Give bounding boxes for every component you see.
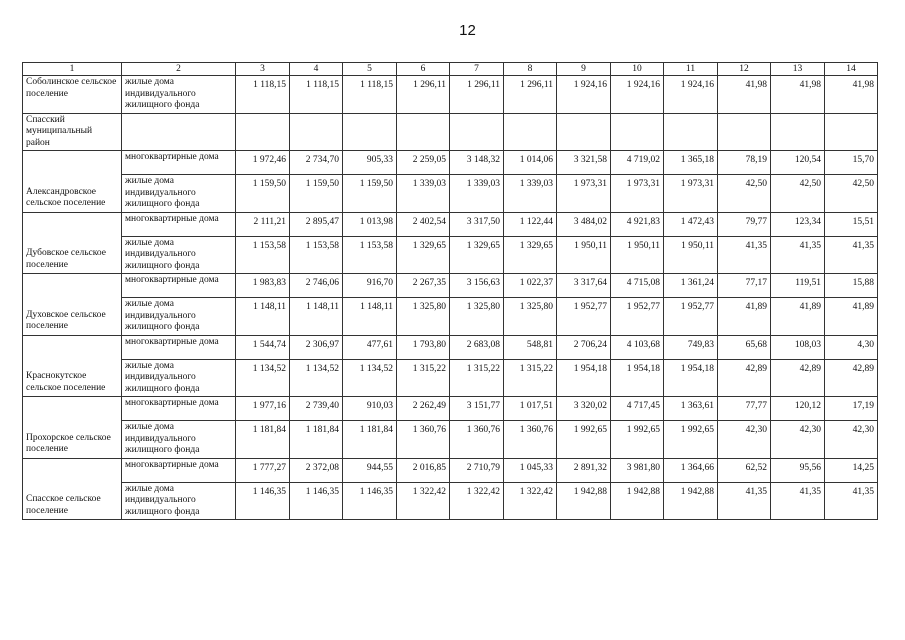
value-cell: 2 402,54 xyxy=(397,212,450,236)
value-cell: 1 329,65 xyxy=(450,236,504,274)
value-cell: 42,89 xyxy=(718,359,771,397)
column-header: 12 xyxy=(718,63,771,76)
value-cell: 41,35 xyxy=(771,236,825,274)
column-header: 6 xyxy=(397,63,450,76)
value-cell xyxy=(557,113,611,151)
table-row xyxy=(23,397,878,421)
value-cell: 1 013,98 xyxy=(343,212,397,236)
value-cell: 4,30 xyxy=(825,335,878,359)
column-header: 7 xyxy=(450,63,504,76)
value-cell: 123,34 xyxy=(771,212,825,236)
housing-type: многоквартирные дома xyxy=(122,335,236,359)
value-cell xyxy=(397,113,450,151)
value-cell: 1 122,44 xyxy=(504,212,557,236)
settlement-name: Спасское сельское поселение xyxy=(23,458,122,520)
table-row xyxy=(23,482,878,520)
column-header: 8 xyxy=(504,63,557,76)
settlement-name: Прохорское сельское поселение xyxy=(23,397,122,459)
value-cell: 3 320,02 xyxy=(557,397,611,421)
value-cell: 1 361,24 xyxy=(664,274,718,298)
value-cell: 1 296,11 xyxy=(504,76,557,114)
column-header: 9 xyxy=(557,63,611,76)
value-cell: 1 148,11 xyxy=(290,298,343,336)
value-cell: 2 016,85 xyxy=(397,458,450,482)
table-row xyxy=(23,212,878,236)
value-cell: 1 992,65 xyxy=(557,421,611,459)
housing-type: многоквартирные дома xyxy=(122,212,236,236)
value-cell: 120,54 xyxy=(771,151,825,175)
housing-type: жилые дома индивидуального жилищного фонда xyxy=(122,298,236,336)
value-cell: 3 484,02 xyxy=(557,212,611,236)
value-cell: 14,25 xyxy=(825,458,878,482)
value-cell: 2 891,32 xyxy=(557,458,611,482)
table-header-row xyxy=(23,63,878,76)
value-cell: 1 954,18 xyxy=(664,359,718,397)
value-cell: 42,89 xyxy=(771,359,825,397)
value-cell: 1 118,15 xyxy=(343,76,397,114)
column-header: 5 xyxy=(343,63,397,76)
value-cell: 41,35 xyxy=(718,236,771,274)
value-cell: 1 181,84 xyxy=(236,421,290,459)
value-cell: 1 777,27 xyxy=(236,458,290,482)
value-cell: 1 329,65 xyxy=(504,236,557,274)
value-cell: 3 981,80 xyxy=(611,458,664,482)
value-cell: 42,50 xyxy=(825,175,878,213)
value-cell: 41,89 xyxy=(771,298,825,336)
value-cell: 108,03 xyxy=(771,335,825,359)
value-cell xyxy=(343,113,397,151)
value-cell: 1 315,22 xyxy=(450,359,504,397)
value-cell: 1 952,77 xyxy=(611,298,664,336)
value-cell: 119,51 xyxy=(771,274,825,298)
housing-type xyxy=(122,113,236,151)
column-header: 4 xyxy=(290,63,343,76)
value-cell: 1 950,11 xyxy=(611,236,664,274)
value-cell: 95,56 xyxy=(771,458,825,482)
value-cell: 1 134,52 xyxy=(236,359,290,397)
housing-type: многоквартирные дома xyxy=(122,397,236,421)
value-cell: 1 339,03 xyxy=(397,175,450,213)
value-cell: 1 017,51 xyxy=(504,397,557,421)
value-cell: 1 992,65 xyxy=(611,421,664,459)
value-cell: 1 153,58 xyxy=(343,236,397,274)
value-cell: 1 325,80 xyxy=(504,298,557,336)
value-cell: 1 992,65 xyxy=(664,421,718,459)
value-cell: 1 924,16 xyxy=(664,76,718,114)
housing-type: жилые дома индивидуального жилищного фонда xyxy=(122,236,236,274)
value-cell: 1 322,42 xyxy=(450,482,504,520)
value-cell: 1 134,52 xyxy=(343,359,397,397)
value-cell: 2 306,97 xyxy=(290,335,343,359)
column-header: 14 xyxy=(825,63,878,76)
value-cell: 1 014,06 xyxy=(504,151,557,175)
value-cell xyxy=(290,113,343,151)
value-cell: 2 895,47 xyxy=(290,212,343,236)
value-cell: 41,98 xyxy=(825,76,878,114)
value-cell: 41,35 xyxy=(771,482,825,520)
value-cell: 41,35 xyxy=(825,236,878,274)
value-cell xyxy=(611,113,664,151)
housing-type: жилые дома индивидуального жилищного фонда xyxy=(122,76,236,114)
value-cell: 1 022,37 xyxy=(504,274,557,298)
value-cell: 4 715,08 xyxy=(611,274,664,298)
value-cell: 41,89 xyxy=(718,298,771,336)
value-cell: 1 924,16 xyxy=(611,76,664,114)
value-cell: 1 159,50 xyxy=(343,175,397,213)
value-cell: 1 339,03 xyxy=(504,175,557,213)
value-cell: 1 322,42 xyxy=(397,482,450,520)
value-cell: 1 153,58 xyxy=(290,236,343,274)
value-cell: 3 148,32 xyxy=(450,151,504,175)
settlement-name: Духовское сельское поселение xyxy=(23,274,122,336)
value-cell: 1 360,76 xyxy=(450,421,504,459)
value-cell: 1 315,22 xyxy=(397,359,450,397)
table-row xyxy=(23,151,878,175)
value-cell: 1 972,46 xyxy=(236,151,290,175)
value-cell xyxy=(825,113,878,151)
settlement-name: Спасский муниципальный район xyxy=(23,113,122,151)
table-row xyxy=(23,76,878,114)
table-row xyxy=(23,421,878,459)
value-cell: 1 134,52 xyxy=(290,359,343,397)
value-cell: 1 146,35 xyxy=(290,482,343,520)
value-cell: 41,98 xyxy=(718,76,771,114)
value-cell: 1 472,43 xyxy=(664,212,718,236)
value-cell: 1 954,18 xyxy=(557,359,611,397)
table-row xyxy=(23,274,878,298)
value-cell: 1 950,11 xyxy=(557,236,611,274)
value-cell: 3 317,50 xyxy=(450,212,504,236)
housing-type: жилые дома индивидуального жилищного фонда xyxy=(122,421,236,459)
table-row xyxy=(23,298,878,336)
value-cell: 41,35 xyxy=(825,482,878,520)
value-cell: 1 950,11 xyxy=(664,236,718,274)
tariff-table xyxy=(22,62,878,520)
value-cell: 1 983,83 xyxy=(236,274,290,298)
value-cell xyxy=(450,113,504,151)
column-header: 10 xyxy=(611,63,664,76)
value-cell: 1 153,58 xyxy=(236,236,290,274)
value-cell: 1 045,33 xyxy=(504,458,557,482)
value-cell: 1 360,76 xyxy=(397,421,450,459)
value-cell: 78,19 xyxy=(718,151,771,175)
housing-type: многоквартирные дома xyxy=(122,151,236,175)
value-cell: 910,03 xyxy=(343,397,397,421)
column-header: 2 xyxy=(122,63,236,76)
value-cell: 42,30 xyxy=(771,421,825,459)
value-cell: 1 118,15 xyxy=(290,76,343,114)
value-cell: 41,35 xyxy=(718,482,771,520)
value-cell: 1 973,31 xyxy=(664,175,718,213)
table-row xyxy=(23,335,878,359)
housing-type: многоквартирные дома xyxy=(122,274,236,298)
value-cell: 15,51 xyxy=(825,212,878,236)
value-cell: 1 793,80 xyxy=(397,335,450,359)
value-cell: 1 296,11 xyxy=(450,76,504,114)
value-cell: 1 159,50 xyxy=(290,175,343,213)
value-cell: 42,30 xyxy=(718,421,771,459)
value-cell: 1 924,16 xyxy=(557,76,611,114)
value-cell: 1 363,61 xyxy=(664,397,718,421)
value-cell: 4 921,83 xyxy=(611,212,664,236)
value-cell: 1 973,31 xyxy=(611,175,664,213)
table-row xyxy=(23,113,878,151)
value-cell: 3 156,63 xyxy=(450,274,504,298)
value-cell: 2 746,06 xyxy=(290,274,343,298)
value-cell: 2 706,24 xyxy=(557,335,611,359)
value-cell: 1 977,16 xyxy=(236,397,290,421)
value-cell: 2 739,40 xyxy=(290,397,343,421)
value-cell: 2 262,49 xyxy=(397,397,450,421)
value-cell: 1 973,31 xyxy=(557,175,611,213)
value-cell: 2 267,35 xyxy=(397,274,450,298)
value-cell: 1 942,88 xyxy=(557,482,611,520)
value-cell: 1 339,03 xyxy=(450,175,504,213)
value-cell: 1 954,18 xyxy=(611,359,664,397)
value-cell: 1 952,77 xyxy=(664,298,718,336)
value-cell: 77,17 xyxy=(718,274,771,298)
value-cell: 2 734,70 xyxy=(290,151,343,175)
value-cell: 1 364,66 xyxy=(664,458,718,482)
table-row xyxy=(23,359,878,397)
value-cell: 1 325,80 xyxy=(450,298,504,336)
value-cell: 2 372,08 xyxy=(290,458,343,482)
settlement-name: Краснокутское сельское поселение xyxy=(23,335,122,397)
value-cell: 1 315,22 xyxy=(504,359,557,397)
value-cell: 4 103,68 xyxy=(611,335,664,359)
value-cell: 944,55 xyxy=(343,458,397,482)
value-cell xyxy=(504,113,557,151)
value-cell: 548,81 xyxy=(504,335,557,359)
value-cell: 1 148,11 xyxy=(343,298,397,336)
value-cell: 1 365,18 xyxy=(664,151,718,175)
settlement-name: Александровское сельское поселение xyxy=(23,151,122,213)
value-cell: 1 329,65 xyxy=(397,236,450,274)
value-cell: 1 146,35 xyxy=(236,482,290,520)
value-cell: 15,88 xyxy=(825,274,878,298)
value-cell: 65,68 xyxy=(718,335,771,359)
value-cell: 41,89 xyxy=(825,298,878,336)
column-header: 11 xyxy=(664,63,718,76)
housing-type: жилые дома индивидуального жилищного фонда xyxy=(122,175,236,213)
value-cell: 749,83 xyxy=(664,335,718,359)
settlement-name: Дубовское сельское поселение xyxy=(23,212,122,274)
value-cell: 77,77 xyxy=(718,397,771,421)
housing-type: жилые дома индивидуального жилищного фонда xyxy=(122,482,236,520)
column-header: 3 xyxy=(236,63,290,76)
housing-type: многоквартирные дома xyxy=(122,458,236,482)
column-header: 1 xyxy=(23,63,122,76)
value-cell: 17,19 xyxy=(825,397,878,421)
value-cell: 4 717,45 xyxy=(611,397,664,421)
value-cell: 2 710,79 xyxy=(450,458,504,482)
value-cell: 2 259,05 xyxy=(397,151,450,175)
table-row xyxy=(23,458,878,482)
value-cell: 905,33 xyxy=(343,151,397,175)
value-cell: 1 544,74 xyxy=(236,335,290,359)
housing-type: жилые дома индивидуального жилищного фонда xyxy=(122,359,236,397)
settlement-name: Соболинское сельское поселение xyxy=(23,76,122,114)
value-cell: 3 151,77 xyxy=(450,397,504,421)
value-cell: 1 148,11 xyxy=(236,298,290,336)
value-cell: 1 296,11 xyxy=(397,76,450,114)
value-cell: 42,50 xyxy=(771,175,825,213)
table-body xyxy=(23,63,878,520)
value-cell: 1 181,84 xyxy=(343,421,397,459)
value-cell: 42,30 xyxy=(825,421,878,459)
value-cell: 1 942,88 xyxy=(664,482,718,520)
column-header: 13 xyxy=(771,63,825,76)
value-cell: 79,77 xyxy=(718,212,771,236)
value-cell xyxy=(664,113,718,151)
value-cell: 3 321,58 xyxy=(557,151,611,175)
value-cell: 62,52 xyxy=(718,458,771,482)
value-cell: 1 159,50 xyxy=(236,175,290,213)
table-row xyxy=(23,175,878,213)
value-cell: 42,50 xyxy=(718,175,771,213)
value-cell: 1 325,80 xyxy=(397,298,450,336)
value-cell: 2 111,21 xyxy=(236,212,290,236)
value-cell: 1 322,42 xyxy=(504,482,557,520)
value-cell xyxy=(718,113,771,151)
value-cell: 1 146,35 xyxy=(343,482,397,520)
value-cell: 477,61 xyxy=(343,335,397,359)
value-cell: 1 360,76 xyxy=(504,421,557,459)
value-cell: 4 719,02 xyxy=(611,151,664,175)
value-cell: 1 118,15 xyxy=(236,76,290,114)
value-cell: 1 942,88 xyxy=(611,482,664,520)
value-cell: 15,70 xyxy=(825,151,878,175)
value-cell: 120,12 xyxy=(771,397,825,421)
value-cell: 3 317,64 xyxy=(557,274,611,298)
value-cell: 2 683,08 xyxy=(450,335,504,359)
value-cell: 1 952,77 xyxy=(557,298,611,336)
value-cell xyxy=(236,113,290,151)
value-cell: 1 181,84 xyxy=(290,421,343,459)
page-number: 12 xyxy=(459,22,476,39)
table-row xyxy=(23,236,878,274)
value-cell: 41,98 xyxy=(771,76,825,114)
value-cell: 42,89 xyxy=(825,359,878,397)
value-cell: 916,70 xyxy=(343,274,397,298)
value-cell xyxy=(771,113,825,151)
